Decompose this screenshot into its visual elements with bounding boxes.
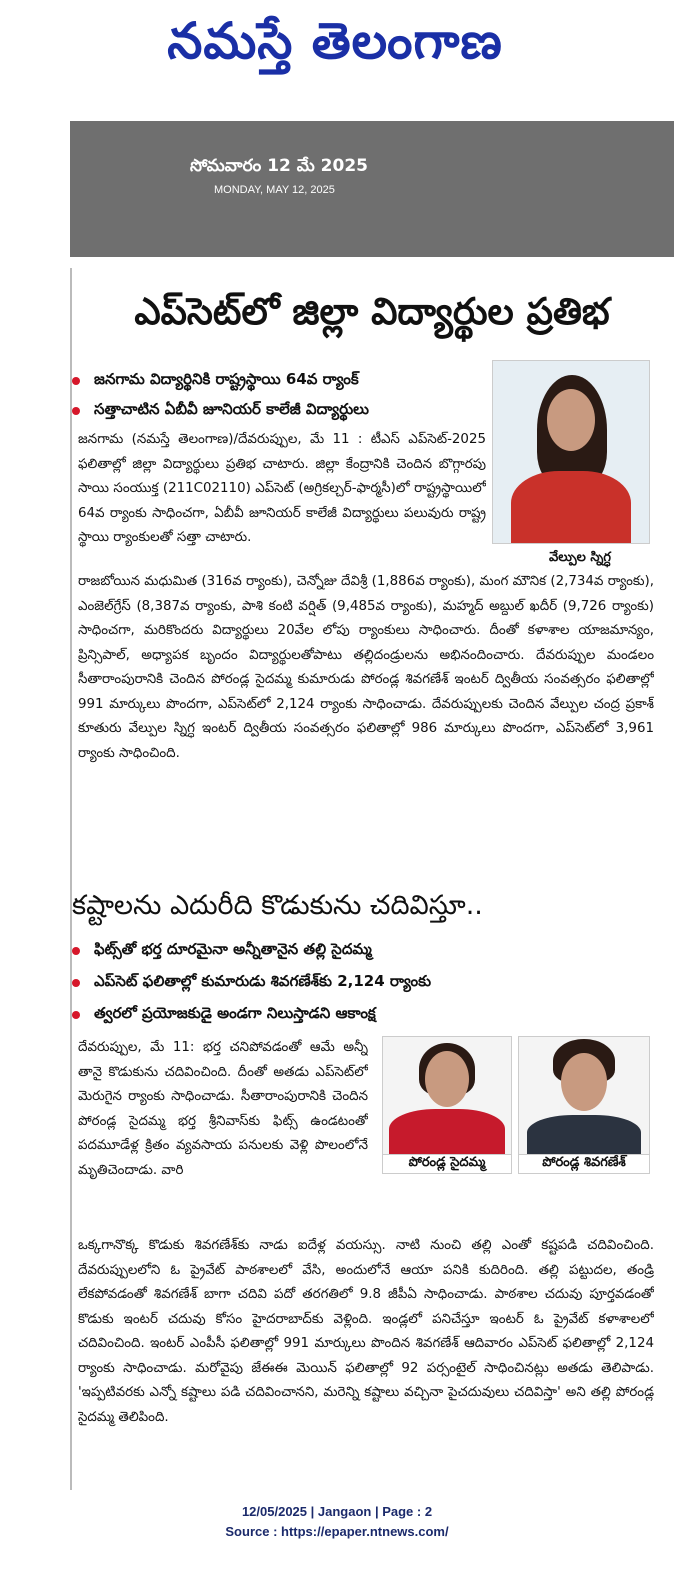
photo-caption-right: పోరండ్ల శివగణేశ్ — [518, 1154, 650, 1174]
newspaper-logo: నమస్తే తెలంగాణ — [167, 12, 503, 70]
article1-bullets — [72, 370, 492, 430]
son-photo — [518, 1036, 650, 1156]
footer-source-line: Source : https://epaper.ntnews.com/ — [225, 1524, 449, 1539]
bullet-item: త్వరలో ప్రయోజకుడై అండగా నిలుస్తాడని ఆకాంక్ష — [72, 1004, 632, 1026]
page-footer — [0, 1502, 674, 1542]
bullet-item: ఫిట్స్‌తో భర్త దూరమైనా అన్నీతానైన తల్లి సైదమ్మ — [72, 940, 632, 962]
bullet-dot-icon — [72, 979, 80, 987]
bullet-dot-icon — [72, 947, 80, 955]
bullet-item: ఎప్‌సెట్ ఫలితాల్లో కుమారుడు శివగణేశ్‌కు 2,124 ర్యాంకు — [72, 972, 632, 994]
bullet-item: జనగామ విద్యార్థినికి రాష్ట్రస్థాయి 64వ ర్యాంక్ — [72, 370, 492, 392]
face-shape — [561, 1053, 607, 1111]
face-shape — [425, 1051, 469, 1107]
bullet-dot-icon — [72, 407, 80, 415]
article-clipping — [70, 268, 674, 1490]
body-shape — [511, 471, 631, 544]
footer-date-line: 12/05/2025 | Jangaon | Page : 2 — [241, 1504, 433, 1519]
headline-secondary: కష్టాలను ఎదురీది కొడుకును చదివిస్తూ.. — [72, 890, 483, 921]
bullet-item: సత్తాచాటిన ఏబీవీ జూనియర్ కాలేజీ విద్యార్థులు — [72, 400, 492, 422]
article2-body-top: దేవరుప్పుల, మే 11: భర్త చనిపోవడంతో ఆమే అన్నీ తానై కొడుకును చదివించింది. దీంతో అతడు ఎప్‌సెట్‌లో మెరుగైన ర్యాంకు సాధించాడు. సీతారాంపురానికి చెందిన పోరండ్ల సైదమ్మ భర్త శ్రీనివాస్‌కు ఫిట్స్ ఉండటంతో పదమూడేళ్ల క్రితం వ్యవసాయ పనులకు వెళ్లి పొలంలోనే మృతిచెందాడు. వారి — [78, 1040, 368, 1178]
masthead — [0, 0, 674, 108]
date-band — [70, 121, 674, 257]
english-date: MONDAY, MAY 12, 2025 — [214, 184, 335, 196]
headline-main: ఎప్‌సెట్‌లో జిల్లా విద్యార్థుల ప్రతిభ — [134, 290, 610, 333]
photo-caption: వేల్పుల స్నిగ్ధ — [524, 550, 636, 568]
article1-body: రాజబోయిన మధుమిత (316వ ర్యాంకు), చెన్నోజు దేవిశ్రీ (1,886వ ర్యాంకు), మంగ మౌనిక (2,734వ ర్యాంకు), ఎంజెల్‌గ్రేస్ (8,387వ ర్యాంకు, పాశి కంటి వర్షిత్ (9,485వ ర్యాంకు), మహ్మద్ అబ్దుల్ ఖదీర్ (9,726 ర్యాంకు) సాధించగా, మరికొందరు విద్యార్థులు 20వేల లోపు ర్యాంకులు సాధించారు. దీంతో కళాశాల యాజమాన్యం, ప్రిన్సిపాల్, అధ్యాపక బృందం విద్యార్థులతోపాటు తల్లిదండ్రులను అభినందించారు. దేవరుప్పుల మండలం సీతారాంపురానికి చెందిన పోరండ్ల సైదమ్మ కుమారుడు పోరండ్ల శివగణేశ్ ఇంటర్ ద్వితీయ సంవత్సరం ఫలితాల్లో 991 మార్కులు పొందగా, ఎప్‌సెట్‌లో 2,124 ర్యాంకు సాధించాడు. దేవరుప్పులకు చెందిన వేల్పుల చంద్ర ప్రకాశ్ కూతురు వేల్పుల స్నిగ్ధ ఇంటర్ ద్వితీయ సంవత్సరం ఫలితాల్లో 986 మార్కులు పొందగా, ఎప్‌సెట్‌లో 3,961 ర్యాంకు సాధించింది. — [78, 574, 654, 761]
article2-body: ఒక్కగానొక్క కొడుకు శివగణేశ్‌కు నాడు ఐదేళ్ల వయస్సు. నాటి నుంచి తల్లి ఎంతో కష్టపడి చదివించింది. దేవరుప్పులలోని ఓ ప్రైవేట్ పాఠశాలలో వేసి, అందులోనే ఆయా పనికి కుదిరింది. తల్లి పట్టుదల, తండ్రి లేకపోవడంతో శివగణేశ్ బాగా చదివి పదో తరగతిలో 9.8 జీపీఏ సాధించాడు. పాఠశాల చదువు పూర్తవడంతో కొడుకు ఇంటర్ చదువు కోసం హైదరాబాద్‌కు వెళ్లింది. ఇండ్లలో పనిచేస్తూ ఇంటర్ ఓ ప్రైవేట్ కళాశాలలో చదివించింది. ఇంటర్ ఎంపీసీ ఫలితాల్లో 991 మార్కులు పొందిన శివగణేశ్ ఆదివారం ఎప్‌సెట్ ఫలితాల్లో 2,124 ర్యాంకు సాధించాడు. మరోవైపు జేఈఈ మెయిన్ ఫలితాల్లో 92 పర్సంటైల్ సాధించినట్లు అతడు తెలిపాడు. 'ఇప్పటివరకు ఎన్నో కష్టాలు పడి చదివించానని, మరెన్ని కష్టాలు వచ్చినా పైచదువులు చదివిస్తా' అని తల్లి పోరండ్ల సైదమ్మ తెలిపింది. — [78, 1238, 654, 1425]
photo-caption-left: పోరండ్ల సైదమ్మ — [382, 1154, 512, 1174]
body-shape — [389, 1109, 505, 1156]
article1-body-top: జనగామ (నమస్తే తెలంగాణ)/దేవరుప్పుల, మే 11 : టీఎస్ ఎప్‌సెట్-2025 ఫలితాల్లో జిల్లా విద్యార్థులు ప్రతిభ చాటారు. జిల్లా కేంద్రానికి చెందిన బొగ్గారపు సాయి సంయుక్త (211C02110) ఎప్‌సెట్ (అగ్రికల్చర్-ఫార్మసీ)లో రాష్ట్రస్థాయిలో 64వ ర్యాంకు సాధించగా, ఏబీవీ జూనియర్ కాలేజీ విద్యార్థులు పలువురు రాష్ట్ర స్థాయి ర్యాంకులతో సత్తా చాటారు. — [78, 432, 486, 545]
bullet-dot-icon — [72, 377, 80, 385]
mother-photo — [382, 1036, 512, 1156]
student-photo — [492, 360, 650, 544]
article2-bullets — [72, 940, 632, 1036]
telugu-date: సోమవారం 12 మే 2025 — [190, 156, 368, 176]
bullet-dot-icon — [72, 1011, 80, 1019]
face-shape — [547, 389, 595, 451]
body-shape — [527, 1115, 641, 1156]
